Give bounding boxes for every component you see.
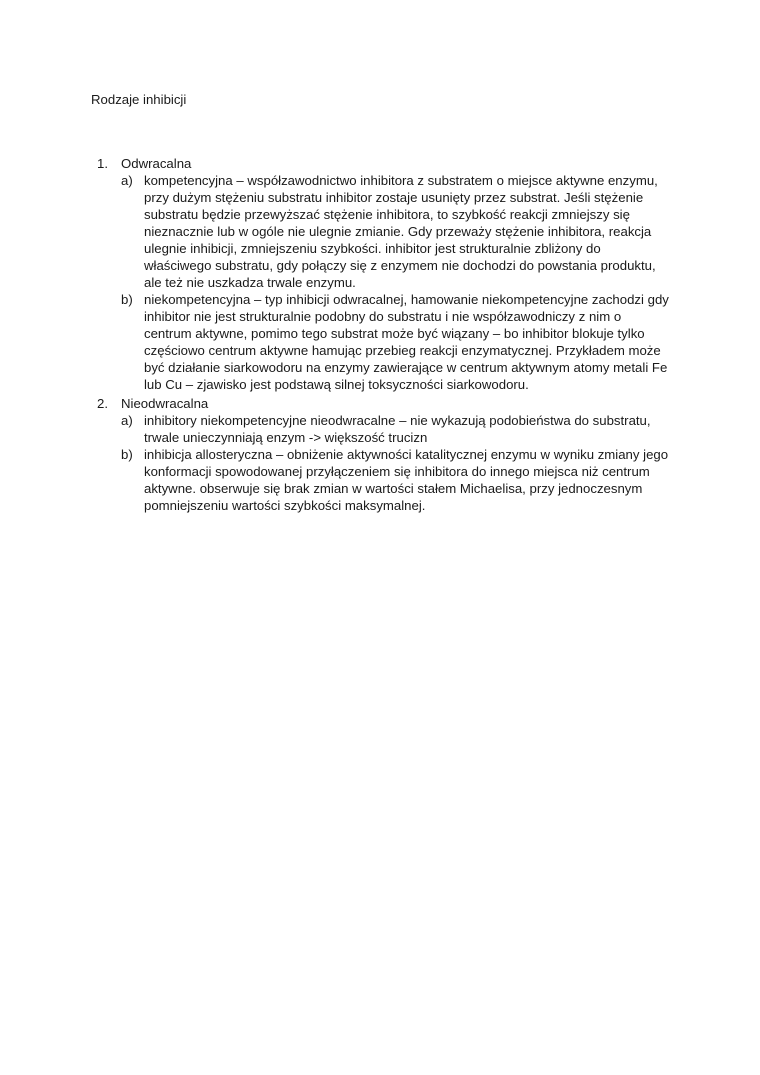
item-letter: b) <box>121 292 133 307</box>
section-irreversible <box>0 395 760 514</box>
item-text: kompetencyjna – współzawodnictwo inhibitora z substratem o miejsce aktywne enzymu, przy dużym stężeniu substratu inhibitor zostaje usunięty przez substrat. Jeśli stężenie substratu będzie przewyższać stężenie inhibitora, to szybkość reakcji zmniejszy się nieznacznie lub w ogóle nie ulegnie zmianie. Gdy przeważy stężenie inhibitora, reakcja ulegnie inhibicji, zmniejszeniu szybkości. inhibitor jest strukturalnie zbliżony do właściwego substratu, gdy połączy się z enzymem nie dochodzi do powstania produktu, ale też nie uszkadza trwale enzymu. <box>144 173 658 290</box>
section-number: 2. <box>97 396 108 411</box>
section-heading <box>0 155 760 172</box>
section-number: 1. <box>97 156 108 171</box>
item-text: niekompetencyjna – typ inhibicji odwracalnej, hamowanie niekompetencyjne zachodzi gdy inhibitor nie jest strukturalnie podobny do substratu i nie współzawodniczy z nim o centrum aktywne, pomimo tego substrat może być wiązany – bo inhibitor blokuje tylko częściowo centrum aktywne hamując przebieg reakcji enzymatycznej. Przykładem może być działanie siarkowodoru na enzymy zawierające w centrum aktywnym atomy metali Fe lub Cu – zjawisko jest podstawą silnej toksyczności siarkowodoru. <box>144 292 669 392</box>
item-letter: a) <box>121 413 133 428</box>
item-letter: a) <box>121 173 133 188</box>
section-reversible <box>0 155 760 393</box>
section-label: Nieodwracalna <box>121 396 209 411</box>
section-label: Odwracalna <box>121 156 192 171</box>
list-item <box>0 446 760 514</box>
item-text: inhibitory niekompetencyjne nieodwracalne – nie wykazują podobieństwa do substratu, trwale unieczynniają enzym -> większość trucizn <box>144 413 651 445</box>
list-item <box>0 412 760 446</box>
document-title: Rodzaje inhibicji <box>91 92 187 107</box>
item-text: inhibicja allosteryczna – obniżenie aktywności katalitycznej enzymu w wyniku zmiany jego konformacji spowodowanej przyłączeniem się inhibitora do innego miejsca niż centrum aktywne. obserwuje się brak zmian w wartości stałem Michaelisa, przy jednoczesnym pomniejszeniu wartości szybkości maksymalnej. <box>144 447 669 513</box>
list-item <box>0 172 760 291</box>
item-letter: b) <box>121 447 133 462</box>
list-item <box>0 291 760 393</box>
section-heading <box>0 395 760 412</box>
